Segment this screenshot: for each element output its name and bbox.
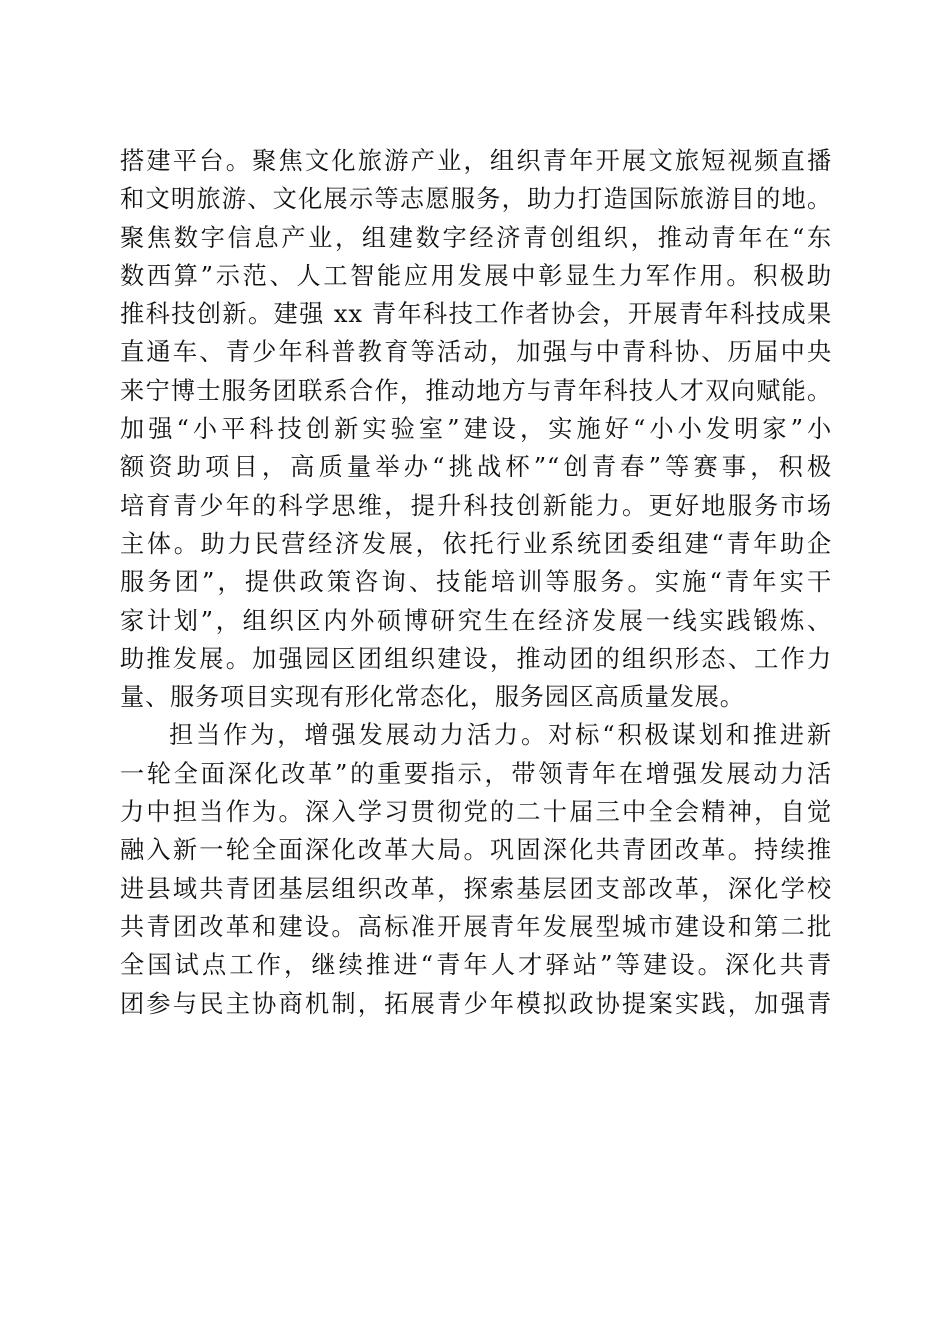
text-line: 和文明旅游、文化展示等志愿服务，助力打造国际旅游目的地。 [120,185,832,214]
text-line: 加强“小平科技创新实验室”建设，实施好“小小发明家”小 [120,415,832,444]
paragraph-end-line: 量、服务项目实现有形化常态化，服务园区高质量发展。 [120,683,745,712]
text-line: 助推发展。加强园区团组织建设，推动团的组织形态、工作力 [120,644,832,673]
text-line: 主体。助力民营经济发展，依托行业系统团委组建“青年助企 [120,529,832,558]
text-line: 家计划”，组织区内外硕博研究生在经济发展一线实践锻炼、 [120,606,832,635]
text-line: 一轮全面深化改革”的重要指示，带领青年在增强发展动力活 [120,759,832,788]
text-line: 额资助项目，高质量举办“挑战杯”“创青春”等赛事，积极 [120,453,832,482]
text-line: 全国试点工作，继续推进“青年人才驿站”等建设。深化共青 [120,951,832,980]
paragraph-start-line: 担当作为，增强发展动力活力。对标“积极谋划和推进新 [169,721,832,750]
text-line: 服务团”，提供政策咨询、技能培训等服务。实施“青年实干 [120,568,832,597]
body-text [120,142,832,1023]
text-line: 数西算”示范、人工智能应用发展中彰显生力军作用。积极助 [120,261,832,290]
text-line: 融入新一轮全面深化改革大局。巩固深化共青团改革。持续推 [120,836,832,865]
text-line: 来宁博士服务团联系合作，推动地方与青年科技人才双向赋能。 [120,376,832,405]
text-line: 力中担当作为。深入学习贯彻党的二十届三中全会精神，自觉 [120,798,832,827]
text-line: 共青团改革和建设。高标准开展青年发展型城市建设和第二批 [120,912,832,941]
text-line: 直通车、青少年科普教育等活动，加强与中青科协、历届中央 [120,338,832,367]
text-line: 进县域共青团基层组织改革，探索基层团支部改革，深化学校 [120,874,832,903]
text-line: 团参与民主协商机制，拓展青少年模拟政协提案实践，加强青 [120,989,832,1018]
text-line: 推科技创新。建强 xx 青年科技工作者协会，开展青年科技成果 [120,300,832,329]
text-line: 聚焦数字信息产业，组建数字经济青创组织，推动青年在“东 [120,223,832,252]
text-line: 搭建平台。聚焦文化旅游产业，组织青年开展文旅短视频直播 [120,147,832,175]
text-line: 培育青少年的科学思维，提升科技创新能力。更好地服务市场 [120,491,832,520]
